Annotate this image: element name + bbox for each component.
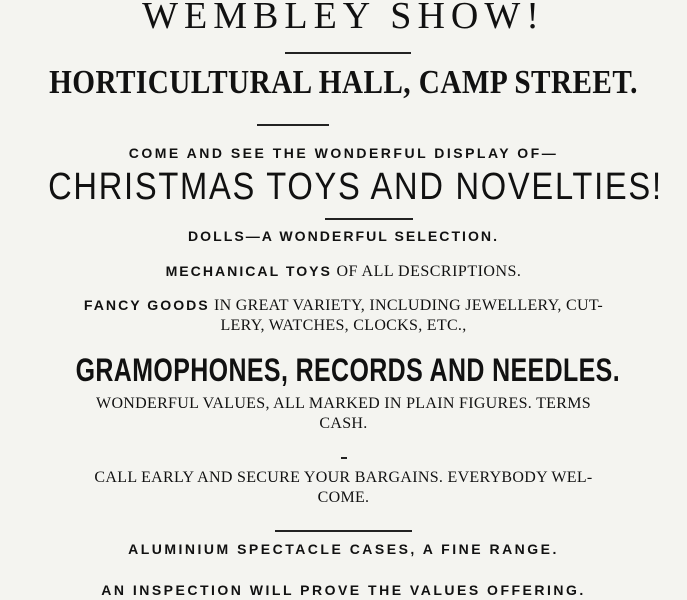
fancy-goods-line-2: LERY, WATCHES, CLOCKS, ETC., [220,317,467,334]
values-line-1: WONDERFUL VALUES, ALL MARKED IN PLAIN FIGURES. TERMS [96,395,591,412]
values-line-2: CASH. [319,415,368,432]
mechanical-toys-line [0,263,687,281]
fancy-rest: IN GREAT VARIETY, INCLUDING JEWELLERY, CUT- [209,297,604,314]
ad-title: WEMBLEY SHOW! [142,0,545,37]
gramophones-heading: GRAMOPHONES, RECORDS AND NEEDLES. [75,352,621,388]
divider-rule [325,218,413,220]
fancy-goods-line-1 [0,297,687,315]
venue-heading: HORTICULTURAL HALL, CAMP STREET. [49,64,638,101]
divider-rule [275,530,412,532]
headline: CHRISTMAS TOYS AND NOVELTIES! [48,166,663,208]
call-early-line-1: CALL EARLY AND SECURE YOUR BARGAINS. EVERYBODY WEL- [94,469,593,486]
dolls-line [0,228,687,246]
mechanical-rest: OF ALL DESCRIPTIONS. [331,263,522,280]
invitation-line: COME AND SEE THE WONDERFUL DISPLAY OF— [128,145,559,161]
divider-dot [341,457,347,459]
fancy-lead: FANCY GOODS [83,297,210,313]
divider-rule [257,124,329,126]
inspection-line: AN INSPECTION WILL PROVE THE VALUES OFFERING. [101,582,586,598]
call-early-line-2: COME. [317,489,370,506]
divider-rule [285,52,411,54]
aluminium-cases-line: ALUMINIUM SPECTACLE CASES, A FINE RANGE. [128,541,559,557]
dolls-text: DOLLS—A WONDERFUL SELECTION. [188,228,499,244]
mechanical-lead: MECHANICAL TOYS [165,263,332,279]
